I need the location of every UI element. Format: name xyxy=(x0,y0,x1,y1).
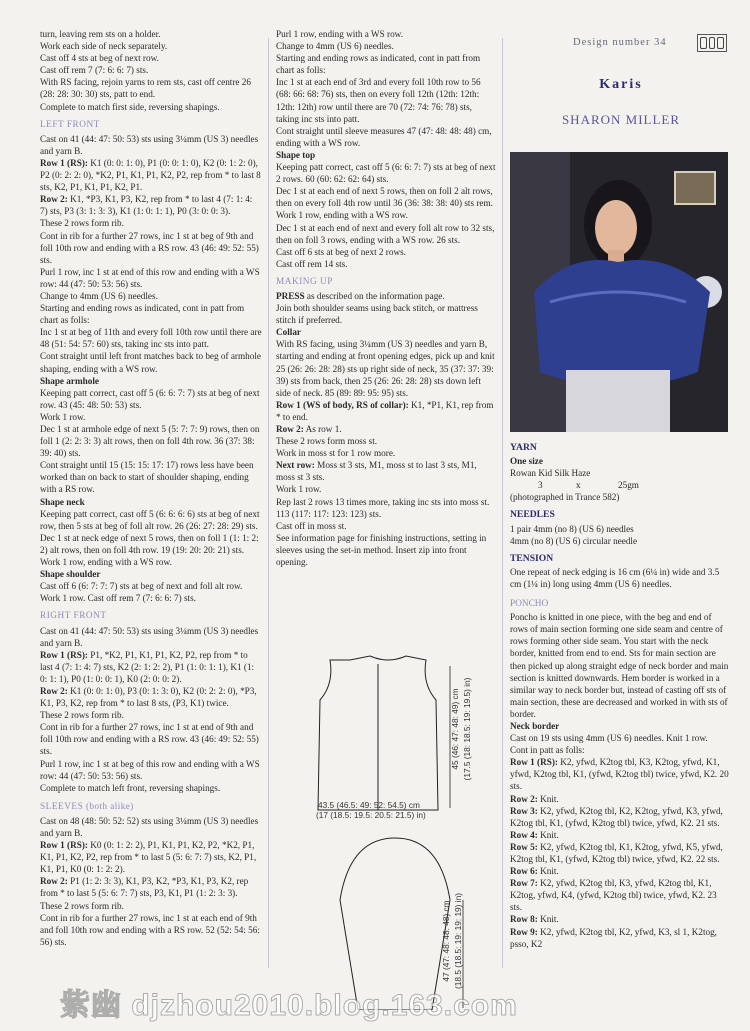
text: These 2 rows form moss st. xyxy=(276,436,378,447)
row-instruction xyxy=(510,926,730,950)
row-label: Row 1 (WS of body, RS of collar): xyxy=(276,399,409,410)
text: Inc 1 st at beg of 11th and every foll 10th row until there are 48 (51: 54: 57: 60) sts, taking inc sts into patt. xyxy=(40,327,262,350)
row-instruction xyxy=(510,805,730,829)
yarn-quantity xyxy=(510,479,730,491)
subheading-shape-shoulder: Shape shoulder xyxy=(40,569,101,580)
text: Work 1 row, ending with a WS row. xyxy=(276,210,408,221)
text: Work 1 row. xyxy=(40,411,86,422)
sleeve-length-label-in: (18.5 (18.5: 19: 19: 19) in) xyxy=(453,893,463,989)
text: Moss st 3 sts, M1, moss st to last 3 sts, M1, moss st 3 sts. xyxy=(276,460,477,483)
text: Keeping patt correct, cast off 5 (6: 6: 7: 7) sts at beg of next 2 rows. 60 (60: 62: 62: 64) sts. xyxy=(276,162,496,185)
text: Purl 1 row, inc 1 st at end of this row and ending with a WS row: 44 (47: 50: 53: 56) sts. xyxy=(40,266,260,289)
text: Dec 1 st at armhole edge of next 5 (5: 7: 7: 9) rows, then on foll 1 (2: 2: 3: 3) alt rows, then on foll 4th row. 36 (37: 38: 39: 40) sts. xyxy=(40,424,260,459)
text: As row 1. xyxy=(303,424,342,434)
text: Work 1 row. xyxy=(276,484,322,495)
text: K1 (0: 0: 1: 0), P1 (0: 0: 1: 0), K2 (0: 1: 2: 0), P2 (0: 2: 2: 0), *K2, P1, K1, P1, K2, P2, rep from * to last 8 sts, K2, P1, K1, P1, K2, P1. xyxy=(40,157,261,193)
body-height-label-in: (17.5 (18: 18.5: 19: 19.5) in) xyxy=(462,677,472,781)
text: Join both shoulder seams using back stitch, or mattress stitch if preferred. xyxy=(276,303,478,326)
section-heading-yarn: YARN xyxy=(510,442,537,453)
row-instruction xyxy=(276,423,496,435)
press-label: PRESS xyxy=(276,290,305,301)
row-instruction xyxy=(510,841,730,865)
text: Cast on 48 (48: 50: 52: 52) sts using 3¼mm (US 3) needles and yarn B. xyxy=(40,815,259,838)
text: Complete to match left front, reversing shapings. xyxy=(40,782,221,793)
text: One repeat of neck edging is 16 cm (6¼ in) wide and 3.5 cm (1¼ in) long using 4mm (US 6) needles. xyxy=(510,566,720,589)
text: (both alike) xyxy=(83,800,134,811)
row-label: Row 8: xyxy=(510,914,538,925)
text: These 2 rows form rib. xyxy=(40,218,124,229)
text: Starting and ending rows as indicated, cont in patt from chart as folls: xyxy=(276,53,481,76)
column-divider xyxy=(502,38,503,968)
text: K1, *P1, K1, rep from * to end. xyxy=(276,399,494,422)
subheading-shape-armhole: Shape armhole xyxy=(40,375,99,386)
text: Cast on 41 (44: 47: 50: 53) sts using 3¼mm (US 3) needles and yarn B. xyxy=(40,625,259,648)
section-heading-poncho: PONCHO xyxy=(510,599,549,610)
text: Cast off 6 sts at beg of next 2 rows. xyxy=(276,246,406,257)
row-instruction xyxy=(510,829,730,841)
press-instruction xyxy=(276,290,496,302)
text: Inc 1 st at each end of 3rd and every foll 10th row to 56 (68: 66: 68: 76) sts, then on every foll 12th (12th: 12th: 12th: 12th) row until there are 70 (72: 74: 76: 78) sts, taking inc sts into patt. xyxy=(276,77,481,124)
body-width-label: 43.5 (46.5: 49: 52: 54.5) cm xyxy=(318,800,420,810)
row-label: Row 4: xyxy=(510,829,538,840)
text: 4mm (no 8) (US 6) circular needle xyxy=(510,535,638,546)
text: K0 (0: 1: 2: 2), P1, K1, P1, K2, P2, *K2, P1, K1, P1, K2, P2, rep from * to last 5 (5: 6: 7: 7) sts, K2, P1, K1, P1, K0 (0: 1: 2: 2). xyxy=(40,840,257,875)
column-1 xyxy=(40,28,262,948)
row-label: Row 1 (RS): xyxy=(40,840,88,851)
row-label: Row 1 (RS): xyxy=(510,757,558,768)
subheading-shape-neck: Shape neck xyxy=(40,496,85,507)
text: Purl 1 row, inc 1 st at beg of this row and ending with a WS row: 44 (47: 50: 53: 56) sts. xyxy=(40,758,260,781)
sleeve-length-label: 47 (47: 48: 48: 48) cm xyxy=(441,900,451,982)
watermark-text: 紫幽 djzhou2010.blog.163.com xyxy=(60,989,518,1022)
text: K2, yfwd, K2tog tbl, K1, K2tog, yfwd, K5, yfwd, K2tog tbl, K1, (yfwd, K2tog tbl) twice, yfwd, K2. 22 sts. xyxy=(510,841,723,864)
text: Work each side of neck separately. xyxy=(40,41,168,52)
pattern-title: Karis xyxy=(599,77,643,92)
model-photo xyxy=(510,152,728,432)
row-label: Row 1 (RS): xyxy=(40,649,88,660)
row-instruction xyxy=(40,193,262,217)
text: K2, yfwd, K2tog tbl, K3, K2tog, yfwd, K1, yfwd, K2tog tbl, K1, (yfwd, K2tog tbl) twice, yfwd, K2. 20 sts. xyxy=(510,757,729,792)
row-label: Next row: xyxy=(276,460,315,471)
text: Rep last 2 rows 13 times more, taking inc sts into moss st. 113 (117: 117: 123: 123) sts. xyxy=(276,496,490,519)
text: SLEEVES xyxy=(40,801,84,812)
text: Cast off rem 14 sts. xyxy=(276,258,348,269)
row-instruction xyxy=(40,875,262,899)
text: With RS facing, using 3¼mm (US 3) needles and yarn B, starting and ending at front opening edges, pick up and knit 25 (26: 26: 28: 28) sts up right side of neck, 35 (37: 37: 39: 39) sts from back, then 25 (26: 26: 28: 28) sts down left side of neck. 85 (89: 89: 95: 95) sts. xyxy=(276,339,495,398)
row-instruction xyxy=(276,459,496,483)
text: Purl 1 row, ending with a WS row. xyxy=(276,29,403,39)
column-divider xyxy=(268,38,269,968)
text: turn, leaving rem sts on a holder. xyxy=(40,29,161,39)
text: Change to 4mm (US 6) needles. xyxy=(40,290,158,301)
text: Knit. xyxy=(537,866,559,877)
text: Keeping patt correct, cast off 5 (6: 6: 7: 7) sts at beg of next row. 43 (45: 48: 50: 53) sts. xyxy=(40,387,260,410)
body-height-label: 45 (46: 47: 48: 49) cm xyxy=(450,688,460,770)
pattern-author: SHARON MILLER xyxy=(561,112,681,127)
three-skein-icon xyxy=(697,34,727,52)
section-heading-right-front: RIGHT FRONT xyxy=(40,611,107,622)
text: Cast off rem 7 (7: 6: 6: 7) sts. xyxy=(40,65,149,76)
size-label: One size xyxy=(510,456,543,467)
text: Knit. xyxy=(537,914,559,925)
text: Cast off 6 (6: 7: 7: 7) sts at beg of next and foll alt row. Work 1 row. Cast off rem 7 (7: 6: 6: 7) sts. xyxy=(40,581,243,604)
text: Cont in patt as folls: xyxy=(510,745,585,756)
text: K1, *P3, K1, P3, K2, rep from * to last 4 (7: 1: 4: 7) sts, P3 (3: 1: 3: 3), K1 (1: 0: 1: 1), P0 (3: 0: 0: 3). xyxy=(40,194,253,217)
text: K2, yfwd, K2tog tbl, K3, yfwd, K2tog tbl, K1, K2tog, yfwd, K4, (yfwd, K2tog tbl) twice, yfwd, K2. 23 sts. xyxy=(510,878,717,913)
text: Dec 1 st at each end of next 5 rows, then on foll 2 alt rows, then on every foll 4th row until 36 (36: 38: 38: 40) sts rem. xyxy=(276,186,493,209)
text: Dec 1 st at each end of next and every foll alt row to 32 sts, then on foll 3 rows, ending with a WS row. 26 sts. xyxy=(276,222,495,245)
text: as described on the information page. xyxy=(304,290,445,301)
text: P1, *K2, P1, K1, P1, K2, P2, rep from * to last 4 (7: 1: 4: 7) sts, K2 (2: 1: 2: 2), P1 (1: 0: 1: 1), K1 (1: 0: 1: 1), P0 (1: 0: 0: 1), K0 (2: 0: 0: 2). xyxy=(40,649,255,684)
row-instruction xyxy=(40,839,262,875)
text: Cont in rib for a further 27 rows, inc 1 st at each end of 9th and foll 10th row and ending with a RS row. 52 (52: 54: 56: 56) sts. xyxy=(40,912,260,947)
text: 1 pair 4mm (no 8) (US 6) needles xyxy=(510,523,634,534)
row-instruction xyxy=(510,913,730,925)
text: See information page for finishing instructions, setting in sleeves using the set-in method. Insert zip into front opening. xyxy=(276,532,487,568)
row-label: Row 3: xyxy=(510,805,538,816)
row-label: Row 2: xyxy=(40,876,68,887)
text: P1 (1: 2: 3: 3), K1, P3, K2, *P3, K1, P3, K2, rep from * to last 5 (5: 6: 7: 7) sts, P3, K1, P1 (1: 2: 3: 3). xyxy=(40,876,249,899)
row-instruction xyxy=(40,685,262,709)
row-label: Row 6: xyxy=(510,866,538,877)
text: Cast on 41 (44: 47: 50: 53) sts using 3¼mm (US 3) needles and yarn B. xyxy=(40,133,259,156)
section-heading-making-up: MAKING UP xyxy=(276,276,333,287)
row-label: Row 2: xyxy=(40,685,68,696)
text: Poncho is knitted in one piece, with the beg and end of rows of main section forming one side seam and centre of rows forming other side seam. You start with the neck border, knitted from end to end. Sts for main section are then picked up along straight edge of neck border and main section is knitted downwards. Hem border is worked in a similar way to neck border but, instead of casting off sts of main section, these are decreased and worked in with sts of border. xyxy=(510,612,729,719)
section-heading-tension: TENSION xyxy=(510,552,554,564)
text: K2, yfwd, K2tog tbl, K2, yfwd, K3, sl 1, K2tog, psso, K2 xyxy=(510,926,717,949)
text: Cont straight until 15 (15: 15: 17: 17) rows less have been worked than on back to start of shoulder shaping, ending with a RS row. xyxy=(40,460,254,495)
text: K1 (0: 0: 1: 0), P3 (0: 1: 3: 0), K2 (0: 2: 2: 0), *P3, K1, P3, K2, rep from * to last 8 sts, (P3, K1) twice. xyxy=(40,685,257,709)
text: Change to 4mm (US 6) needles. xyxy=(276,41,394,52)
text: Dec 1 st at neck edge of next 5 rows, then on foll 1 (1: 1: 2: 2) alt rows, then on foll 4th row. 19 (19: 20: 20: 21) sts. xyxy=(40,532,259,555)
section-heading-needles: NEEDLES xyxy=(510,509,555,521)
subheading-collar: Collar xyxy=(276,327,302,338)
row-label: Row 2: xyxy=(510,793,538,804)
yarn-note: (photographed in Trance 582) xyxy=(510,492,620,503)
row-instruction xyxy=(40,157,262,193)
row-instruction xyxy=(276,399,496,423)
column-2 xyxy=(276,28,496,568)
section-heading-left-front: LEFT FRONT xyxy=(40,119,100,130)
column-3 xyxy=(510,436,730,950)
row-label: Row 9: xyxy=(510,926,538,937)
text: Work 1 row, ending with a WS row. xyxy=(40,557,172,568)
yarn-weight: 25gm xyxy=(618,480,639,491)
text: Cont straight until sleeve measures 47 (47: 48: 48: 48) cm, ending with a WS row. xyxy=(276,125,492,148)
row-instruction xyxy=(510,865,730,877)
yarn-name: Rowan Kid Silk Haze xyxy=(510,468,591,479)
row-label: Row 2: xyxy=(40,194,68,205)
subheading-shape-top: Shape top xyxy=(276,149,316,160)
text: These 2 rows form rib. xyxy=(40,710,124,721)
row-instruction xyxy=(510,756,730,792)
text: Knit. xyxy=(537,829,559,840)
row-label: Row 2: xyxy=(276,424,304,434)
section-heading-sleeves xyxy=(40,800,262,813)
text: Cont in rib for a further 27 rows, inc 1 st at end of 9th and foll 10th row and ending with a RS row. 43 (46: 49: 52: 55) sts. xyxy=(40,722,259,757)
text: With RS facing, rejoin yarns to rem sts, cast off centre 26 (28: 28: 30: 30) sts, patt to end. xyxy=(40,77,251,100)
subheading-neck-border: Neck border xyxy=(510,720,560,731)
row-instruction xyxy=(510,793,730,805)
text: Cont in rib for a further 27 rows, inc 1 st at beg of 9th and foll 10th row and ending with a RS row. 43 (46: 49: 52: 55) sts. xyxy=(40,230,259,265)
row-instruction xyxy=(40,649,262,685)
text: Complete to match first side, reversing shapings. xyxy=(40,101,220,112)
body-width-label-in: (17 (18.5: 19.5: 20.5: 21.5) in) xyxy=(316,810,426,820)
text: Work in moss st for 1 row more. xyxy=(276,448,396,459)
row-label: Row 1 (RS): xyxy=(40,157,88,168)
text: Cont straight until left front matches back to beg of armhole shaping, ending with a WS row. xyxy=(40,351,261,374)
text: Keeping patt correct, cast off 5 (6: 6: 6: 6) sts at beg of next row, then 5 sts at beg of foll alt row. 26 (26: 27: 28: 29) sts. xyxy=(40,508,260,531)
text: Cast off 4 sts at beg of next row. xyxy=(40,53,159,64)
yarn-count: 3 xyxy=(538,480,543,491)
text: Starting and ending rows as indicated, cont in patt from chart as folls: xyxy=(40,303,245,326)
text: These 2 rows form rib. xyxy=(40,900,124,911)
row-label: Row 5: xyxy=(510,841,538,852)
text: x xyxy=(576,480,581,491)
row-label: Row 7: xyxy=(510,878,538,889)
design-number-label: Design number 34 xyxy=(573,37,667,48)
text: Knit. xyxy=(537,793,559,804)
row-instruction xyxy=(510,877,730,913)
text: Cast on 19 sts using 4mm (US 6) needles. Knit 1 row. xyxy=(510,733,708,744)
text: Cast off in moss st. xyxy=(276,520,347,531)
text: K2, yfwd, K2tog tbl, K2, K2tog, yfwd, K3, yfwd, K2tog tbl, K1, (yfwd, K2tog tbl) twice, yfwd, K2. 21 sts. xyxy=(510,805,723,828)
